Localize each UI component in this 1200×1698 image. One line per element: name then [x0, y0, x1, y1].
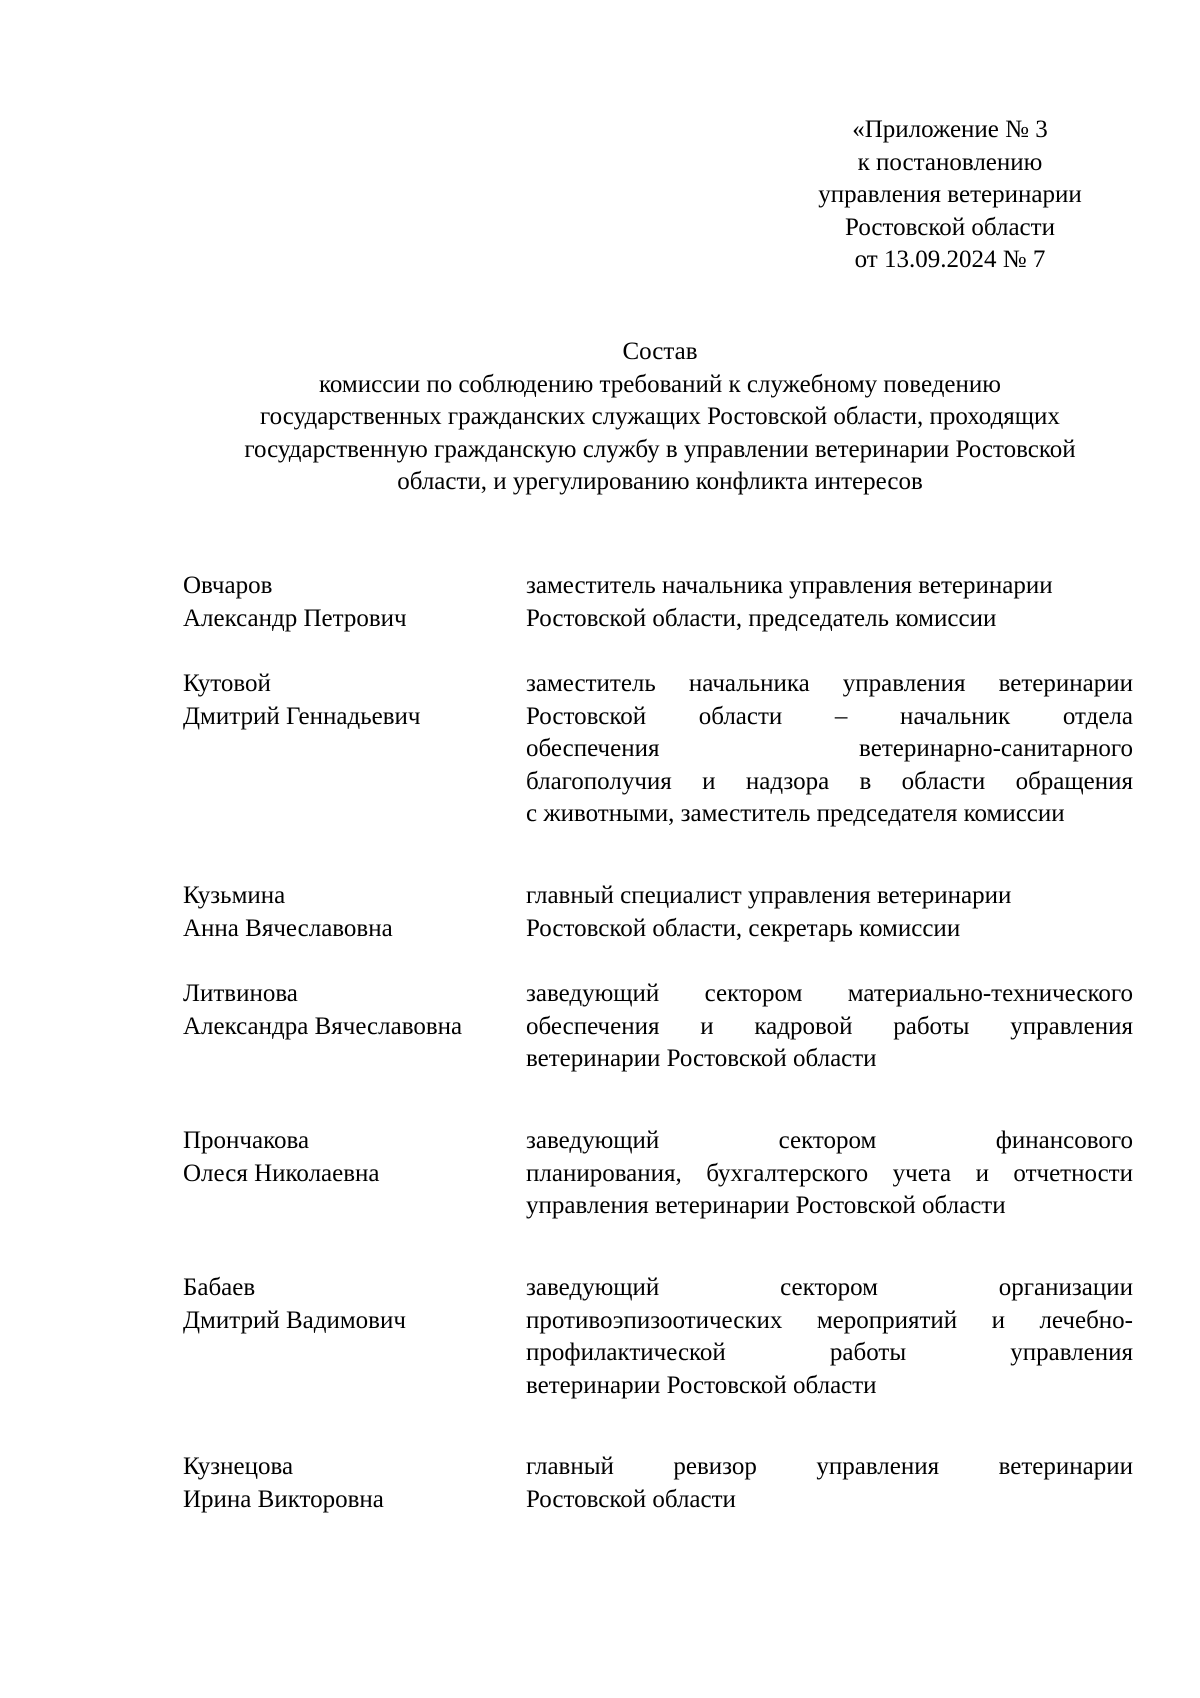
role-line: обеспечения ветеринарно-санитарного: [526, 735, 1133, 762]
member-role: [526, 978, 1133, 1076]
role-line: заведующий сектором финансового: [526, 1127, 1133, 1154]
member-surname: Кузьмина: [183, 882, 286, 909]
member-given-name: Олеся Николаевна: [183, 1159, 380, 1187]
member-name: [183, 1125, 513, 1190]
member-given-name: Анна Вячеславовна: [183, 914, 393, 942]
title-line: государственных гражданских служащих Ростовской области, проходящих: [260, 403, 1060, 430]
member-surname: Кузнецова: [183, 1453, 294, 1480]
appendix-line: от 13.09.2024 № 7: [854, 246, 1046, 273]
member-name: [183, 1451, 513, 1516]
role-line: Ростовской области: [526, 1485, 736, 1513]
appendix-line: к постановлению: [857, 148, 1043, 176]
role-line: планирования, бухгалтерского учета и отчетности: [526, 1159, 1133, 1187]
member-given-name: Дмитрий Геннадьевич: [183, 702, 421, 730]
member-surname: Литвинова: [183, 980, 298, 1007]
member-role: [526, 668, 1133, 831]
appendix-line: управления ветеринарии: [818, 181, 1082, 208]
member-surname: Бабаев: [183, 1274, 256, 1301]
member-given-name: Александра Вячеславовна: [183, 1012, 463, 1040]
title-line: комиссии по соблюдению требований к служебному поведению: [319, 370, 1001, 398]
role-line: с животными, заместитель председателя комиссии: [526, 800, 1065, 827]
title-line: государственную гражданскую службу в управлении ветеринарии Ростовской: [244, 435, 1076, 463]
member-name: [183, 668, 513, 733]
role-line: Ростовской области – начальник отдела: [526, 702, 1133, 730]
role-line: противоэпизоотических мероприятий и лечебно-: [526, 1306, 1133, 1334]
role-line: ветеринарии Ростовской области: [526, 1371, 877, 1399]
title-line: области, и урегулированию конфликта интересов: [397, 468, 923, 495]
role-line: заместитель начальника управления ветеринарии: [526, 572, 1053, 599]
member-role: [526, 1125, 1133, 1223]
member-name: [183, 570, 513, 635]
member-name: [183, 880, 513, 945]
member-role: [526, 1272, 1133, 1402]
member-role: [526, 880, 1133, 945]
appendix-line: «Приложение № 3: [852, 116, 1048, 143]
member-surname: Прончакова: [183, 1127, 310, 1154]
member-given-name: Дмитрий Вадимович: [183, 1306, 406, 1334]
role-line: благополучия и надзора в области обращения: [526, 767, 1133, 795]
role-line: Ростовской области, председатель комиссии: [526, 604, 997, 632]
member-name: [183, 1272, 513, 1337]
member-given-name: Ирина Викторовна: [183, 1485, 384, 1513]
appendix-header: [810, 114, 1090, 277]
role-line: заведующий сектором организации: [526, 1274, 1133, 1301]
role-line: Ростовской области, секретарь комиссии: [526, 914, 961, 942]
document-title: [160, 336, 1160, 499]
role-line: главный специалист управления ветеринарии: [526, 882, 1012, 909]
role-line: ветеринарии Ростовской области: [526, 1045, 877, 1072]
role-line: профилактической работы управления: [526, 1339, 1133, 1366]
member-name: [183, 978, 513, 1043]
role-line: заместитель начальника управления ветеринарии: [526, 670, 1133, 697]
member-surname: Кутовой: [183, 670, 271, 697]
role-line: обеспечения и кадровой работы управления: [526, 1012, 1133, 1040]
role-line: заведующий сектором материально-технического: [526, 980, 1133, 1007]
member-role: [526, 1451, 1133, 1516]
role-line: управления ветеринарии Ростовской области: [526, 1192, 1006, 1219]
appendix-line: Ростовской области: [845, 213, 1055, 241]
member-given-name: Александр Петрович: [183, 604, 407, 632]
title-line: Состав: [622, 338, 698, 365]
member-role: [526, 570, 1133, 635]
role-line: главный ревизор управления ветеринарии: [526, 1453, 1133, 1480]
member-surname: Овчаров: [183, 572, 273, 599]
